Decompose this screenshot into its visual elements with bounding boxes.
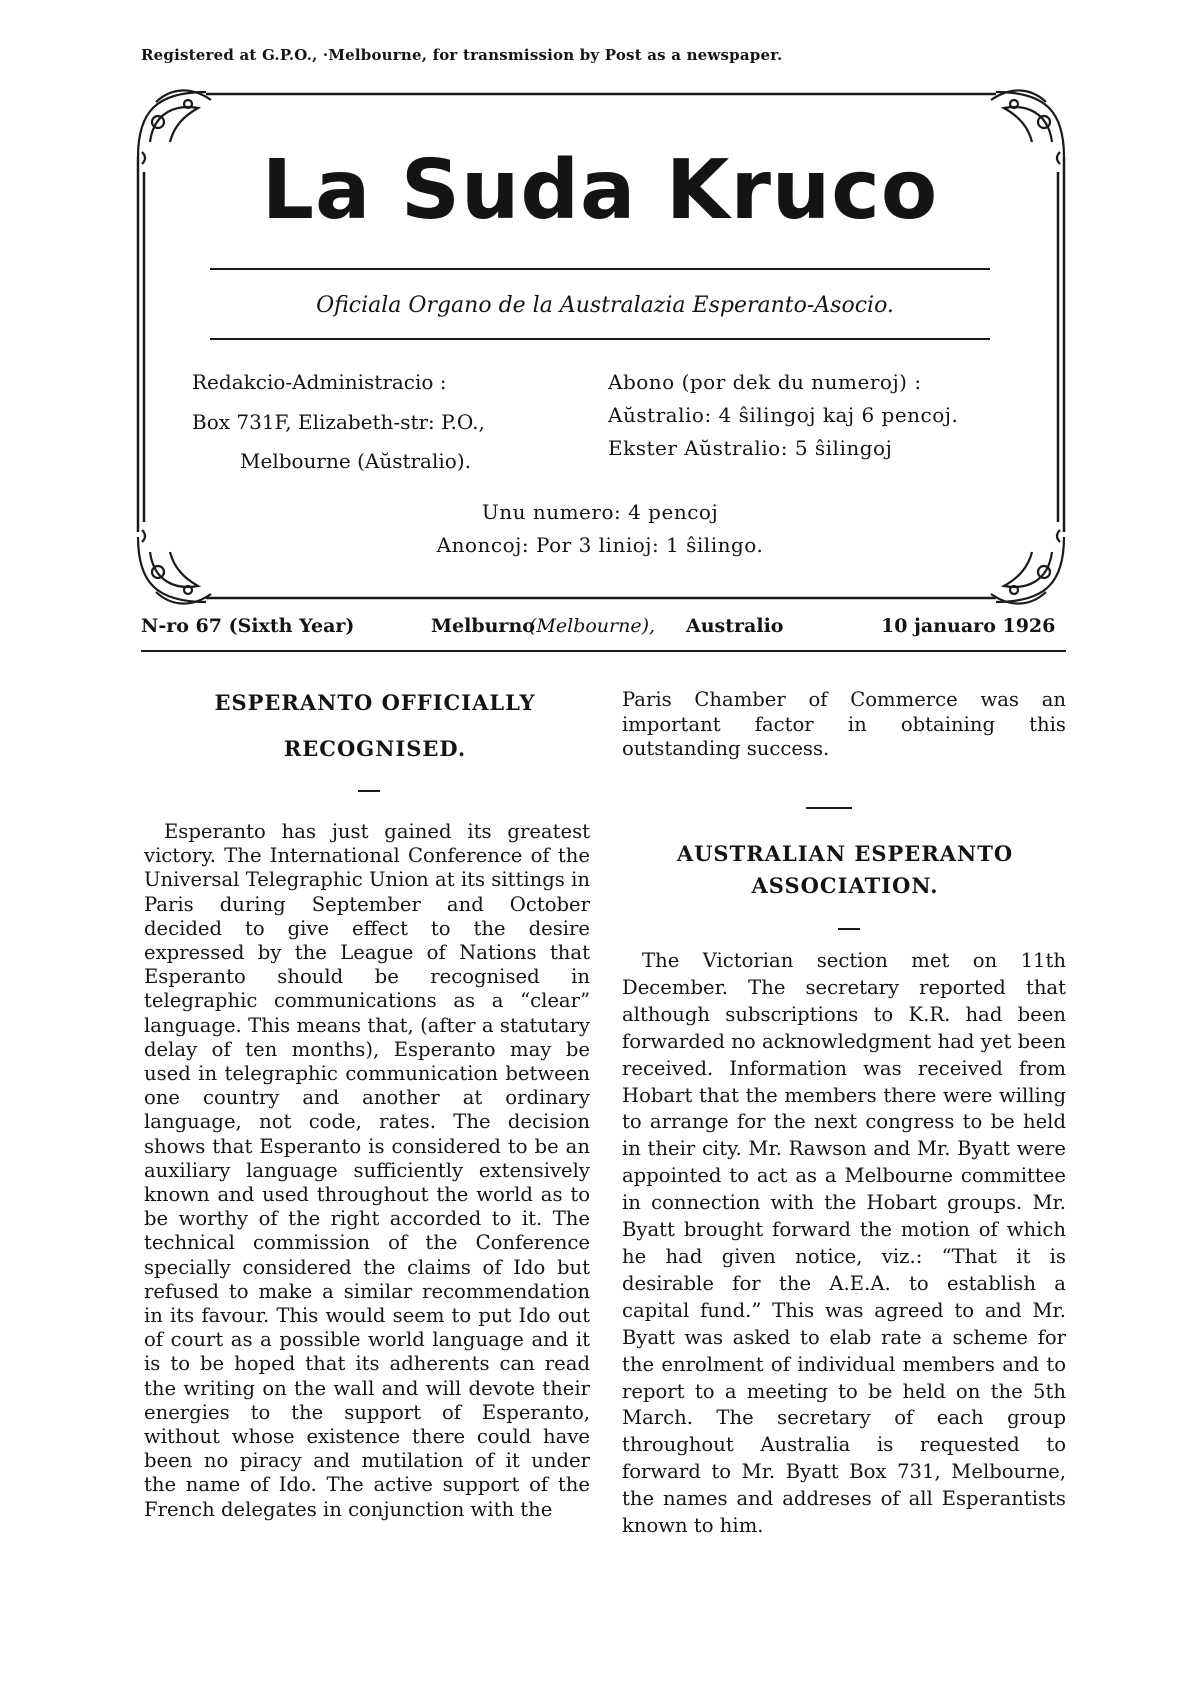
issue-rule xyxy=(141,650,1066,652)
article-2-headline-line-2: ASSOCIATION. xyxy=(751,873,939,898)
abono-price-abroad: Ekster Aŭstralio: 5 ŝilingoj xyxy=(608,436,893,460)
article-1-continuation xyxy=(622,688,1066,762)
abono-price-australia: Aŭstralio: 4 ŝilingoj kaj 6 pencoj. xyxy=(608,403,959,427)
issue-line xyxy=(141,615,1071,643)
issue-place: Melburno xyxy=(431,615,535,637)
article-2-paragraph: The Victorian section met on 11th December. The secretary reported that although subscriptions to K.R. had been forwarded no acknowledgment had yet been received. Information was received from Hobart that the members there were willing to arrange for the next congress to be held in their city. Mr. Rawson and Mr. Byatt were appointed to act as a Melbourne committee in connection with the Hobart groups. Mr. Byatt brought forward the motion of which he had given notice, viz.: “That it is desirable for the A.E.A. to establish a capital fund.” This was agreed to and Mr. Byatt was asked to elab rate a scheme for the enrolment of individual members and to report to a meeting to be held on the 5th March. The secretary of each group throughout Australia is requested to forward to Mr. Byatt Box 731, Melbourne, the names and addreses of all Esperantists known to him. xyxy=(622,949,1066,1538)
abono-heading: Abono (por dek du numeroj) : xyxy=(608,370,922,394)
subtitle: Oficiala Organo de la Australazia Esperanto-Asocio. xyxy=(316,293,894,318)
article-1-body xyxy=(144,820,590,1522)
article-1-headline-line-2: RECOGNISED. xyxy=(283,736,467,761)
single-issue-price: Unu numero: 4 pencoj xyxy=(481,500,719,524)
issue-date: 10 januaro 1926 xyxy=(881,615,1056,637)
advertising-rates: Anoncoj: Por 3 linioj: 1 ŝilingo. xyxy=(436,533,764,557)
subtitle-rule xyxy=(210,338,990,340)
article-2-separator xyxy=(838,928,860,930)
title-rule xyxy=(210,268,990,270)
registration-notice: Registered at G.P.O., ·Melbourne, for transmission by Post as a newspaper. xyxy=(141,46,783,64)
admin-address-line-2: Melbourne (Aŭstralio). xyxy=(240,449,471,473)
admin-heading: Redakcio-Administracio : xyxy=(192,370,447,394)
article-2-headline-line-1: AUSTRALIAN ESPERANTO xyxy=(676,841,1014,866)
issue-place-alt: (Melbourne), xyxy=(529,615,656,637)
article-1-headline-line-1: ESPERANTO OFFICIALLY xyxy=(214,690,536,715)
newspaper-title: La Suda Kruco xyxy=(261,143,939,238)
column-separator xyxy=(806,807,852,809)
admin-address-line-1: Box 731F, Elizabeth-str: P.O., xyxy=(192,410,485,434)
article-1-headline xyxy=(190,680,560,772)
article-1-continuation-text: Paris Chamber of Commerce was an important factor in obtaining this outstanding success. xyxy=(622,688,1066,760)
issue-country: Australio xyxy=(686,615,784,637)
article-1-paragraph: Esperanto has just gained its greatest victory. The International Conference of the Universal Telegraphic Union at its sittings in Paris during September and October decided to give effect to the desire expressed by the League of Nations that Esperanto should be recognised in telegraphic communications as a “clear” language. This means that, (after a statutary delay of ten months), Esperanto may be used in telegraphic communication between one country and another at ordinary language, not code, rates. The decision shows that Esperanto is considered to be an auxiliary language sufficiently extensively known and used throughout the world as to be worthy of the right accorded to it. The technical commission of the Conference specially considered the claims of Ido but refused to make a similar recommendation in its favour. This would seem to put Ido out of court as a possible world language and it is to be hoped that its adherents can read the writing on the wall and will devote their energies to the support of Esperanto, without whose existence there could have been no piracy and mutilation of it under the name of Ido. The active support of the French delegates in conjunction with the xyxy=(144,820,590,1521)
issue-number: N-ro 67 (Sixth Year) xyxy=(141,615,355,637)
article-2-body xyxy=(622,948,1066,1540)
article-2-headline xyxy=(640,838,1050,902)
article-1-separator xyxy=(358,790,380,792)
